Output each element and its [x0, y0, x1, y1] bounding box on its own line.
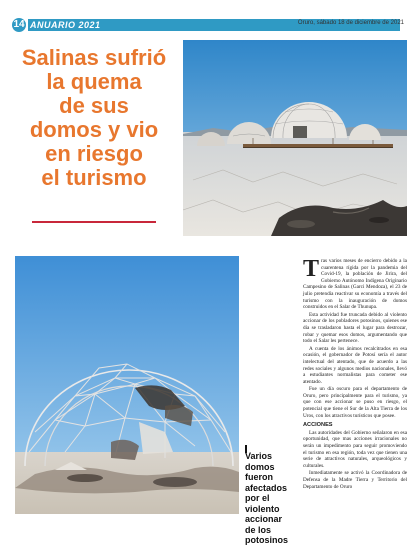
article-body	[303, 258, 407, 491]
headline-line: en riesgo	[45, 141, 143, 166]
headline	[18, 46, 170, 190]
caption-line: accionar	[245, 514, 283, 524]
headline-line: Salinas sufrió	[21, 45, 167, 70]
article-paragraph: Esta actividad fue truncada debido al violento accionar de los pobladores potosinos, quienes ese día se trasladaron hasta el lugar para destrozar, robar y quemar esos domos, argumentando que todo el Salar les pertenece.	[303, 311, 407, 345]
section-label: ANUARIO 2021	[30, 20, 101, 30]
headline-line: de sus	[59, 93, 129, 118]
article-paragraph: Fue un día oscuro para el departamento de Oruro, pero principalmente para el turismo, ya que con ese accionar se puso en riesgo, el potencial que tiene el Sur de la Alta Tierra de los Uros, con los atractivos turísticos que posee.	[303, 386, 407, 419]
caption-line: potosinos	[245, 535, 288, 545]
article-paragraph-text: ras varios meses de encierro debido a la cuarentena rígida por la pandemia del Covid-19, la población de Jirira, del Gobierno Autónomo Indígena Originario Campesino de Salinas (Garci Mendoza), el 23 de julio pretendía reactivar su economía a través del turismo con la inauguración de domos construidos en el Salar de Thunupa.	[303, 258, 407, 311]
caption-line: por el	[245, 493, 270, 503]
photo-domes-salt-flat	[183, 40, 407, 236]
caption-line: violento	[245, 503, 280, 514]
drop-cap: T	[303, 256, 320, 282]
article-paragraph: Inmediatamente se activó la Coordinadora de Defensa de la Madre Tierra y Territorio del Departamento de Oruro	[303, 470, 407, 490]
page-header	[0, 0, 420, 32]
article-paragraph: A cuenta de los ánimos recalcitrados en esa ocasión, el gobernador de Potosí sería el autor intelectual del atentado, que de acuerdo a las redes sociales y algunos medios nacionales, llevó a estudiantes normalistas para cometer ese atentado.	[303, 345, 407, 385]
dateline: Oruro, sábado 18 de diciembre de 2021	[297, 20, 404, 26]
article-paragraph: Las autoridades del Gobierno señalaron en esa oportunidad, que mas acciones irracionales no serán un impedimento para seguir promoviendo el turismo en esa región, toda vez que tienen una serie de atractivos naturales, arqueológicos y culturales.	[303, 429, 407, 469]
caption-line: domos	[245, 461, 275, 472]
photo-burnt-dome	[15, 256, 239, 514]
headline-line: el turismo	[41, 165, 147, 190]
article-paragraph	[303, 258, 407, 311]
headline-divider	[32, 221, 156, 223]
article-subhead: ACCIONES	[303, 422, 333, 429]
photo-caption	[245, 451, 301, 546]
page-number: 14	[13, 19, 25, 30]
caption-line: fueron	[245, 472, 273, 482]
headline-line: domos y vio	[29, 117, 159, 142]
headline-line: la quema	[46, 69, 142, 94]
caption-line: afectados	[245, 482, 288, 493]
caption-line: Varios	[245, 451, 273, 461]
caption-line: de los	[245, 524, 272, 535]
